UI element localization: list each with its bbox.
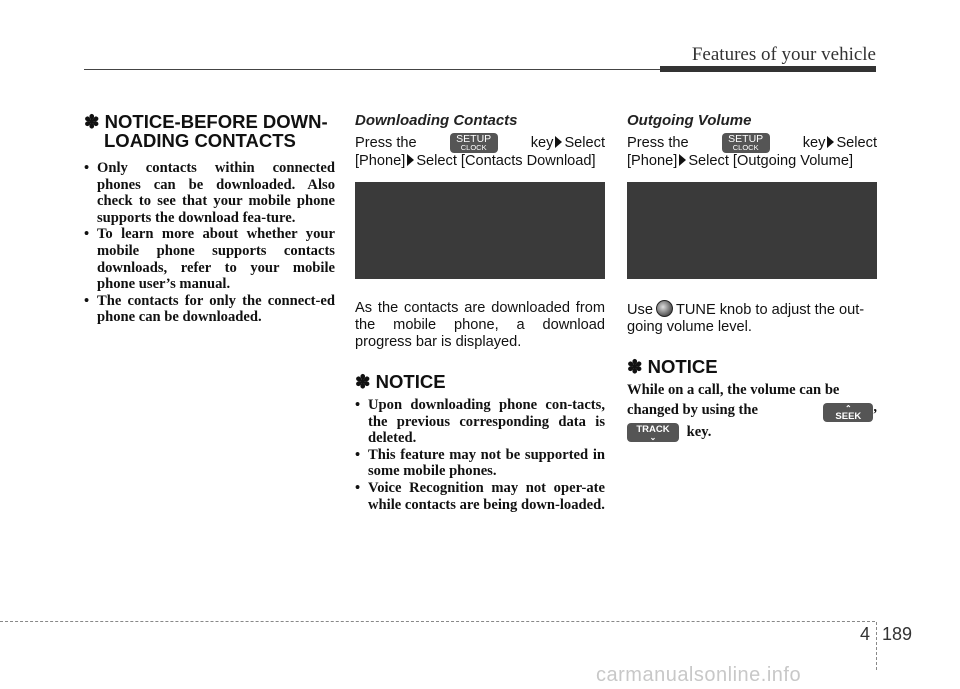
watermark: carmanualsonline.info <box>596 664 802 686</box>
screen-image-placeholder <box>355 182 605 279</box>
notice-star-icon: ✽ <box>84 111 100 132</box>
instruction-line2: [Phone] Select [Outgoing Volume] <box>627 153 853 169</box>
notice-star-icon: ✽ <box>355 371 371 392</box>
arrow-right-icon <box>827 136 834 148</box>
setup-key-icon: SETUP CLOCK <box>722 133 770 153</box>
list-item: • The contacts for only the connect-ed phone can be downloaded. <box>84 292 335 326</box>
instruction-line2: [Phone] Select [Contacts Download] <box>355 153 596 169</box>
list-item: • Only contacts within connected phones can be downloaded. Also check to see that your mobile phone supports the download fea-ture. <box>84 160 335 226</box>
notice-bullet-list <box>355 397 605 513</box>
arrow-right-icon <box>679 154 686 166</box>
list-item: • To learn more about whether your mobile phone supports contacts downloads, refer to your mobile phone user’s manual. <box>84 226 335 293</box>
notice-star-icon: ✽ <box>627 356 643 377</box>
description-text: Use TUNE knob to adjust the out-going volume level. <box>627 302 865 335</box>
notice-bullet-list <box>84 160 335 326</box>
notice-text: While on a call, the volume can be changed by using the ⌃ SEEK , TRACK ⌄ key. <box>627 382 877 442</box>
header-rule <box>84 69 660 70</box>
notice-heading <box>84 112 335 150</box>
instruction-line1: Press the SETUP CLOCK key Select <box>627 133 877 152</box>
section-title: Outgoing Volume <box>627 112 752 129</box>
list-item: • Upon downloading phone con-tacts, the previous corresponding data is deleted. <box>355 397 605 447</box>
column-downloading-contacts <box>355 112 605 513</box>
description-text: As the contacts are downloaded from the mobile phone, a download progress bar is displayed. <box>355 300 605 350</box>
track-key-icon: TRACK ⌄ <box>627 423 679 442</box>
arrow-right-icon <box>407 154 414 166</box>
column-notice-before-download <box>84 112 335 326</box>
page-number: 189 <box>882 624 913 644</box>
footer-rule <box>0 621 875 622</box>
column-outgoing-volume <box>627 112 877 442</box>
instruction-line1: Press the SETUP CLOCK key Select <box>355 133 605 152</box>
seek-key-icon: ⌃ SEEK <box>823 403 873 422</box>
section-title: Downloading Contacts <box>355 112 518 129</box>
notice-heading-line1: NOTICE-BEFORE DOWN- <box>104 111 328 132</box>
header-bar <box>660 66 876 72</box>
notice-heading: ✽ NOTICE <box>355 371 446 392</box>
tune-knob-icon <box>656 300 673 317</box>
notice-heading: ✽ NOTICE <box>627 356 718 377</box>
running-header-title: Features of your vehicle <box>691 44 876 65</box>
list-item: • This feature may not be supported in some mobile phones. <box>355 446 605 480</box>
chapter-number: 4 <box>860 624 871 644</box>
screen-image-placeholder <box>627 182 877 279</box>
setup-key-icon: SETUP CLOCK <box>450 133 498 153</box>
arrow-right-icon <box>555 136 562 148</box>
notice-heading-line2: LOADING CONTACTS <box>104 130 296 151</box>
list-item: • Voice Recognition may not oper-ate while contacts are being down-loaded. <box>355 479 605 513</box>
footer-divider <box>876 622 877 670</box>
